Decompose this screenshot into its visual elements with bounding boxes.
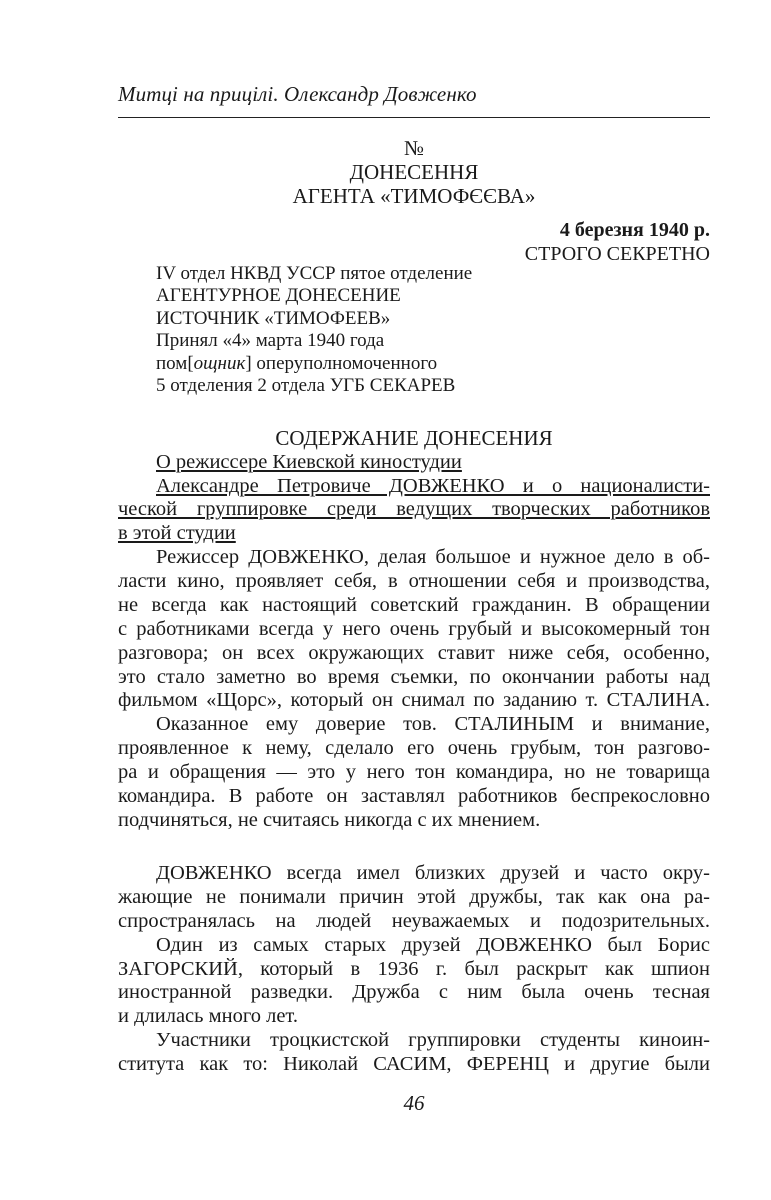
text-line: разговора; он всех окружающих ставит ниже себя, особенно, — [118, 641, 710, 664]
text-line: с работниками всегда у него очень грубый и высокомерный тон — [118, 617, 710, 640]
content-title: СОДЕРЖАНИЕ ДОНЕСЕНИЯ — [275, 426, 553, 450]
header-line: АГЕНТУРНОЕ ДОНЕСЕНИЕ — [156, 285, 401, 307]
text-line: не всегда как настоящий советский гражданин. В обращении — [118, 593, 710, 616]
text-line: ДОВЖЕНКО всегда имел близких друзей и часто окру- — [156, 861, 710, 884]
header-line: IV отдел НКВД УССР пятое отделение — [156, 263, 473, 284]
text-line: ЗАГОРСКИЙ, который в 1936 г. был раскрыт как шпион — [118, 957, 710, 980]
text-line: спространялась на людей неуважаемых и подозрительных. — [118, 909, 710, 932]
text-line: подчиняться, не считаясь никогда с их мнением. — [118, 808, 541, 831]
text-line: это стало заметно во время съемки, по окончании работы над — [118, 665, 710, 688]
text-line: Участники троцкистской группировки студенты киноин- — [156, 1029, 710, 1052]
text-line: проявленное к нему, сделало его очень грубым, тон разгово- — [118, 737, 710, 760]
text-line: фильмом «Щорс», который он снимал по заданию т. СТАЛИНА. — [118, 689, 710, 712]
number-sign: № — [403, 136, 425, 160]
text-line: Один из самых старых друзей ДОВЖЕНКО был Борис — [156, 933, 710, 956]
text-line: ститута как то: Николай САСИМ, ФЕРЕНЦ и другие были — [118, 1053, 710, 1076]
document-date: 4 березня 1940 р. — [559, 219, 710, 241]
date-block — [525, 218, 710, 266]
title-line-1: ДОНЕСЕННЯ — [349, 160, 479, 184]
text-line: иностранной разведки. Дружба с ним была очень тесная — [118, 981, 710, 1004]
text-line: жающие не понимали причин этой дружбы, так как она ра- — [118, 885, 710, 908]
text-line: и длилась много лет. — [118, 1005, 298, 1028]
paragraph — [118, 713, 710, 833]
classification-stamp: СТРОГО СЕКРЕТНО — [524, 243, 710, 265]
paragraph — [118, 862, 710, 934]
header-line: Принял «4» марта 1940 года — [156, 330, 385, 352]
text-line: Оказанное ему доверие тов. СТАЛИНЫМ и внимание, — [156, 713, 710, 736]
text-line: ласти кино, проявляет себя, в отношении себя и производства, — [118, 569, 710, 592]
paragraph — [118, 546, 710, 713]
book-page — [118, 0, 710, 1200]
title-line-2: АГЕНТА «ТИМОФЄЄВА» — [292, 184, 536, 208]
header-rule — [118, 117, 710, 118]
subject-line: Александре Петровиче ДОВЖЕНКО и о националисти- — [156, 474, 710, 497]
paragraph-gap — [118, 833, 710, 862]
document-title-block — [118, 136, 710, 208]
header-line-assistant — [156, 353, 710, 375]
text-line: Режиссер ДОВЖЕНКО, делая большое и нужное дело в об- — [156, 546, 710, 568]
running-head: Митці на прицілі. Олександр Довженко — [118, 82, 477, 106]
subject-line: в этой студии — [118, 521, 236, 544]
page-number: 46 — [403, 1091, 425, 1115]
paragraph — [118, 934, 710, 1030]
header-line: ИСТОЧНИК «ТИМОФЕЕВ» — [156, 307, 391, 329]
header-line-italic: ощник — [193, 352, 246, 374]
text-line: ра и обращения — это у него тон командира, но не товарища — [118, 761, 710, 784]
text-line: командира. В работе он заставлял работников беспрекословно — [118, 785, 710, 808]
subject-block — [118, 451, 710, 545]
header-line-post: ] оперуполномоченного — [245, 352, 438, 374]
report-header — [156, 263, 710, 397]
subject-line: О режиссере Киевской киностудии — [156, 451, 462, 473]
subject-line: ческой группировке среди ведущих творческих работников — [118, 498, 710, 520]
body-text — [118, 546, 710, 1077]
paragraph — [118, 1029, 710, 1077]
header-line-pre: пом[ — [156, 352, 194, 374]
header-line: 5 отделения 2 отдела УГБ СЕКАРЕВ — [156, 375, 456, 397]
